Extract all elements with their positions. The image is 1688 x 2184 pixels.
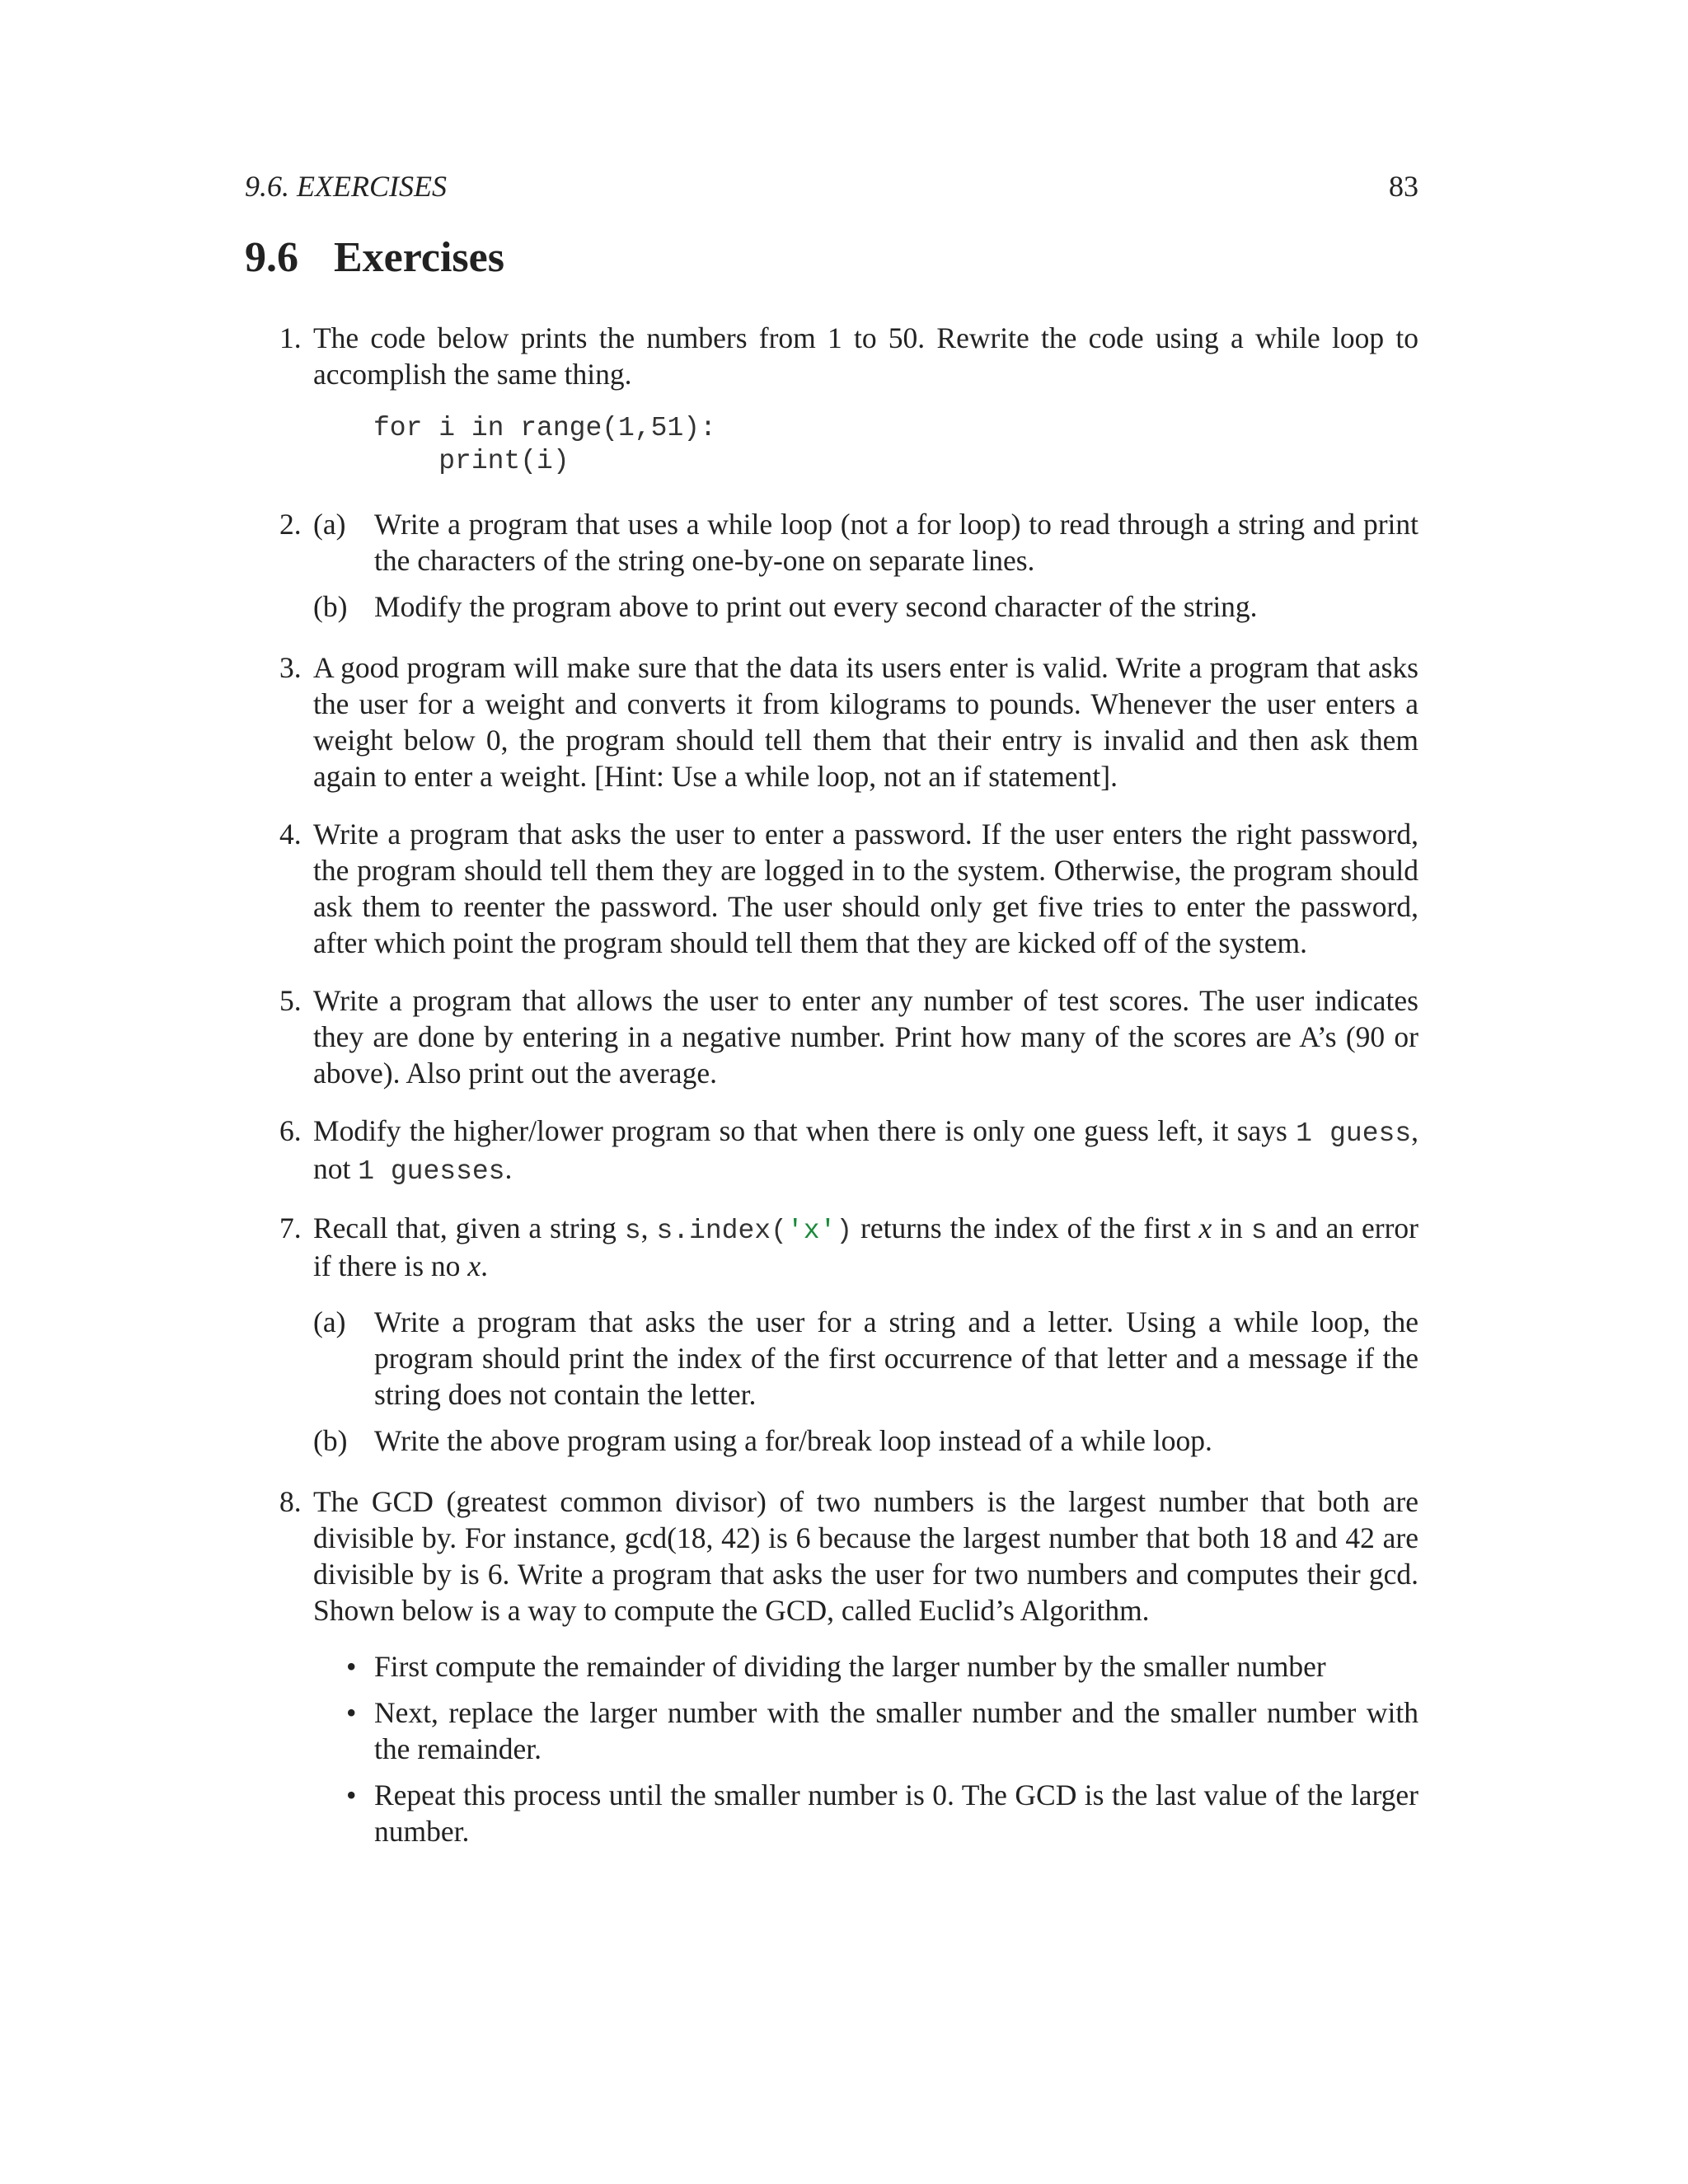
- text-run: returns the index of the first: [852, 1212, 1199, 1244]
- exercise-number: 5.: [279, 984, 302, 1017]
- bullet-text: Next, replace the larger number with the smaller number and the smaller number with the remainder.: [374, 1696, 1418, 1765]
- subpart-text: Write a program that asks the user for a string and a letter. Using a while loop, the program should print the index of the first occurrence of that letter and a message if the string does not contain the letter.: [374, 1305, 1418, 1411]
- exercise-number: 6.: [279, 1114, 302, 1147]
- subpart-label: (b): [313, 1424, 348, 1457]
- exercise-2: [245, 506, 1418, 625]
- subpart-text: Write the above program using a for/break loop instead of a while loop.: [374, 1424, 1212, 1457]
- exercise-number: 1.: [279, 321, 302, 354]
- exercise-text: [313, 1210, 1418, 1284]
- subpart-text: Write a program that uses a while loop (not a for loop) to read through a string and print the characters of the string one-by-one on separate lines.: [374, 508, 1418, 577]
- inline-code: s: [1250, 1216, 1268, 1246]
- page-number: 83: [1389, 170, 1418, 203]
- text-run: ,: [640, 1212, 657, 1244]
- inline-code: 1 guess: [1296, 1118, 1412, 1149]
- text-run: .: [481, 1249, 488, 1282]
- exercise-number: 3.: [279, 651, 302, 684]
- bullet-item: [313, 1694, 1418, 1767]
- exercise-4: [245, 816, 1418, 961]
- inline-code: s: [624, 1216, 641, 1246]
- code-block: [373, 412, 1418, 478]
- subpart-label: (a): [313, 1305, 346, 1338]
- bullet-item: [313, 1777, 1418, 1849]
- math-variable: x: [1198, 1212, 1212, 1244]
- exercise-7: [245, 1210, 1418, 1459]
- subpart-label: (b): [313, 590, 348, 623]
- exercise-3: [245, 649, 1418, 794]
- subpart-b: [313, 588, 1418, 625]
- exercise-text: The code below prints the numbers from 1 to 50. Rewrite the code using a while loop to accomplish the same thing.: [313, 321, 1418, 391]
- text-run: .: [504, 1152, 513, 1185]
- exercise-text: The GCD (greatest common divisor) of two numbers is the largest number that both are divisible by. For instance, gcd(18, 42) is 6 because the largest number that both 18 and 42 are divisible by is 6. Write a program that asks the user for two numbers and computes their gcd. Shown below is a way to compute the GCD, called Euclid’s Algorithm.: [313, 1485, 1418, 1627]
- inline-code-string: 'x': [786, 1216, 837, 1246]
- exercise-text: A good program will make sure that the data its users enter is valid. Write a program that asks the user for a weight and converts it from kilograms to pounds. Whenever the user enters a weight below 0, the program should tell them that their entry is invalid and then ask them again to enter a weight. [Hint: Use a while loop, not an if statement].: [313, 651, 1418, 793]
- section-heading: [245, 233, 504, 282]
- code-line: print(i): [373, 446, 570, 476]
- exercise-5: [245, 982, 1418, 1091]
- exercise-number: 2.: [279, 508, 302, 541]
- exercise-8: [245, 1483, 1418, 1849]
- exercise-number: 7.: [279, 1212, 302, 1244]
- text-run: in: [1212, 1212, 1251, 1244]
- section-title: Exercises: [334, 234, 504, 281]
- running-header: [245, 169, 1418, 210]
- running-title: 9.6. EXERCISES: [245, 170, 447, 203]
- inline-code: s.index(: [656, 1216, 787, 1246]
- exercise-list: [245, 320, 1418, 1871]
- bullet-icon: •: [346, 1779, 357, 1811]
- bullet-text: First compute the remainder of dividing the larger number by the smaller number: [374, 1650, 1326, 1683]
- exercise-1: [245, 320, 1418, 478]
- exercise-text: Write a program that allows the user to enter any number of test scores. The user indicates they are done by entering in a negative number. Print how many of the scores are A’s (90 or above). Also print out the average.: [313, 984, 1418, 1090]
- code-line: for i in range(1,51):: [373, 413, 716, 443]
- text-run: Modify the higher/lower program so that when there is only one guess left, it says: [313, 1114, 1296, 1147]
- bullet-icon: •: [346, 1650, 357, 1683]
- exercise-6: [245, 1113, 1418, 1188]
- inline-code: 1 guesses: [358, 1156, 505, 1187]
- bullet-text: Repeat this process until the smaller number is 0. The GCD is the last value of the larger number.: [374, 1779, 1418, 1848]
- math-variable: x: [467, 1249, 481, 1282]
- subpart-a: [313, 506, 1418, 579]
- text-run: and an error if there is no: [313, 1212, 1418, 1282]
- exercise-text: [313, 1113, 1418, 1188]
- exercise-number: 4.: [279, 818, 302, 851]
- subpart-a: [313, 1304, 1418, 1413]
- bullet-icon: •: [346, 1696, 357, 1729]
- text-run: , not: [313, 1114, 1418, 1185]
- section-number: 9.6: [245, 234, 298, 281]
- exercise-number: 8.: [279, 1485, 302, 1518]
- subpart-label: (a): [313, 508, 346, 541]
- subpart-text: Modify the program above to print out every second character of the string.: [374, 590, 1258, 623]
- subpart-b: [313, 1422, 1418, 1459]
- bullet-item: [313, 1648, 1418, 1685]
- text-run: Recall that, given a string: [313, 1212, 625, 1244]
- exercise-text: Write a program that asks the user to enter a password. If the user enters the right password, the program should tell them they are logged in to the system. Otherwise, the program should ask them to reenter the password. The user should only get five tries to enter the password, after which point the program should tell them that they are kicked off of the system.: [313, 818, 1418, 959]
- inline-code: ): [836, 1216, 853, 1246]
